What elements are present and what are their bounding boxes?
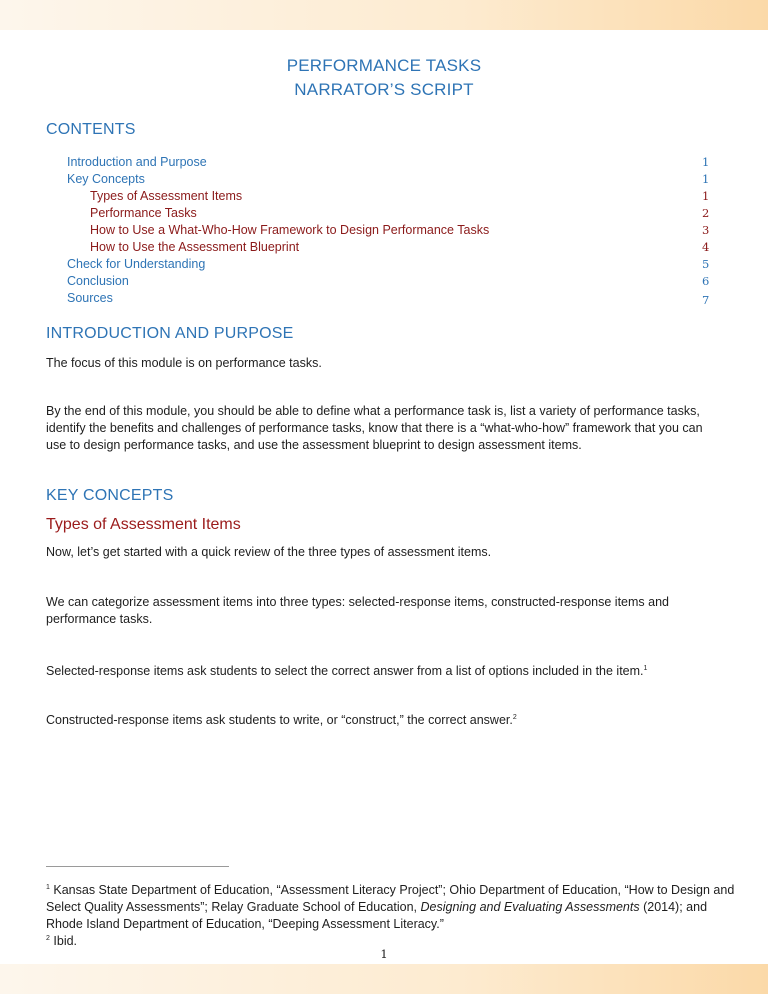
intro-paragraph-2: By the end of this module, you should be able to define what a performance task is, list a variety of performance tasks, identify the benefits and challenges of performance tasks, know that there is a “what-who-how” framework that you can use to design performance tasks, and use the assessment blueprint to design assessment items. [46, 404, 703, 452]
footnote-1-italic-title: Designing and Evaluating Assessments [420, 900, 640, 914]
page-number: 1 [380, 947, 388, 961]
toc-entry-types-of-assessment-items[interactable] [0, 189, 768, 206]
footnote-2-text: Ibid. [53, 934, 78, 948]
toc-entry-page: 6 [702, 274, 710, 288]
toc-entry-page: 1 [702, 155, 710, 169]
toc-entry-label: Key Concepts [67, 172, 145, 186]
footer-band [0, 964, 768, 994]
footnote-1-text-b: (2014); and Rhode Island Department of Education, “Deeping Assessment Literacy.” [46, 900, 708, 931]
toc-entry-introduction[interactable] [0, 155, 768, 172]
document-title: PERFORMANCE TASKS [286, 56, 482, 75]
toc-entry-page: 7 [702, 293, 710, 307]
document-subtitle: NARRATOR’S SCRIPT [294, 80, 474, 99]
toc-entry-label: How to Use the Assessment Blueprint [90, 240, 300, 254]
toc-entry-label: Introduction and Purpose [67, 155, 207, 169]
toc-entry-page: 2 [702, 206, 710, 220]
toc-entry-check-for-understanding[interactable] [0, 257, 768, 274]
key-concepts-paragraph-4 [46, 709, 726, 729]
toc-entry-assessment-blueprint[interactable] [0, 240, 768, 257]
intro-heading: INTRODUCTION AND PURPOSE [46, 325, 294, 342]
toc-entry-label: How to Use a What-Who-How Framework to Design Performance Tasks [90, 223, 490, 237]
types-of-assessment-items-heading: Types of Assessment Items [46, 516, 241, 533]
key-concepts-paragraph-2: We can categorize assessment items into three types: selected-response items, constructed-response items and performance tasks. [46, 595, 669, 626]
toc-entry-label: Check for Understanding [67, 257, 206, 271]
contents-heading: CONTENTS [46, 121, 136, 138]
toc-entry-label: Sources [67, 291, 113, 305]
toc-entry-page: 5 [702, 257, 710, 271]
footnote-2-mark: 2 [46, 935, 50, 942]
key-concepts-heading: KEY CONCEPTS [46, 487, 174, 504]
intro-paragraph-1: The focus of this module is on performance tasks. [46, 356, 322, 370]
toc-entry-label: Conclusion [67, 274, 129, 288]
footnote-separator [46, 866, 229, 867]
toc-entry-conclusion[interactable] [0, 274, 768, 291]
constructed-response-text: Constructed-response items ask students to write, or “construct,” the correct answer. [46, 713, 513, 727]
footnote-1-text-a: Kansas State Department of Education, “Assessment Literacy Project”; Ohio Department of Education, “How to Design and Select Quality Assessments”; Relay Graduate School of Education, [46, 883, 735, 914]
toc-entry-label: Performance Tasks [90, 206, 197, 220]
toc-entry-sources[interactable] [0, 291, 768, 308]
footnote-1 [46, 879, 736, 933]
footnote-1-mark: 1 [46, 884, 50, 891]
key-concepts-paragraph-3 [46, 660, 726, 680]
footnote-ref-2[interactable]: 2 [512, 714, 517, 721]
key-concepts-paragraph-1: Now, let’s get started with a quick review of the three types of assessment items. [46, 545, 492, 559]
header-band [0, 0, 768, 30]
toc-entry-page: 3 [702, 223, 710, 237]
selected-response-text: Selected-response items ask students to select the correct answer from a list of options included in the item. [46, 664, 644, 678]
toc-entry-performance-tasks[interactable] [0, 206, 768, 223]
toc-entry-key-concepts[interactable] [0, 172, 768, 189]
toc-entry-page: 1 [702, 189, 710, 203]
toc-entry-label: Types of Assessment Items [90, 189, 243, 203]
toc-entry-page: 4 [702, 240, 710, 254]
toc-entry-what-who-how[interactable] [0, 223, 768, 240]
toc-entry-page: 1 [702, 172, 710, 186]
footnote-ref-1[interactable]: 1 [643, 665, 648, 672]
